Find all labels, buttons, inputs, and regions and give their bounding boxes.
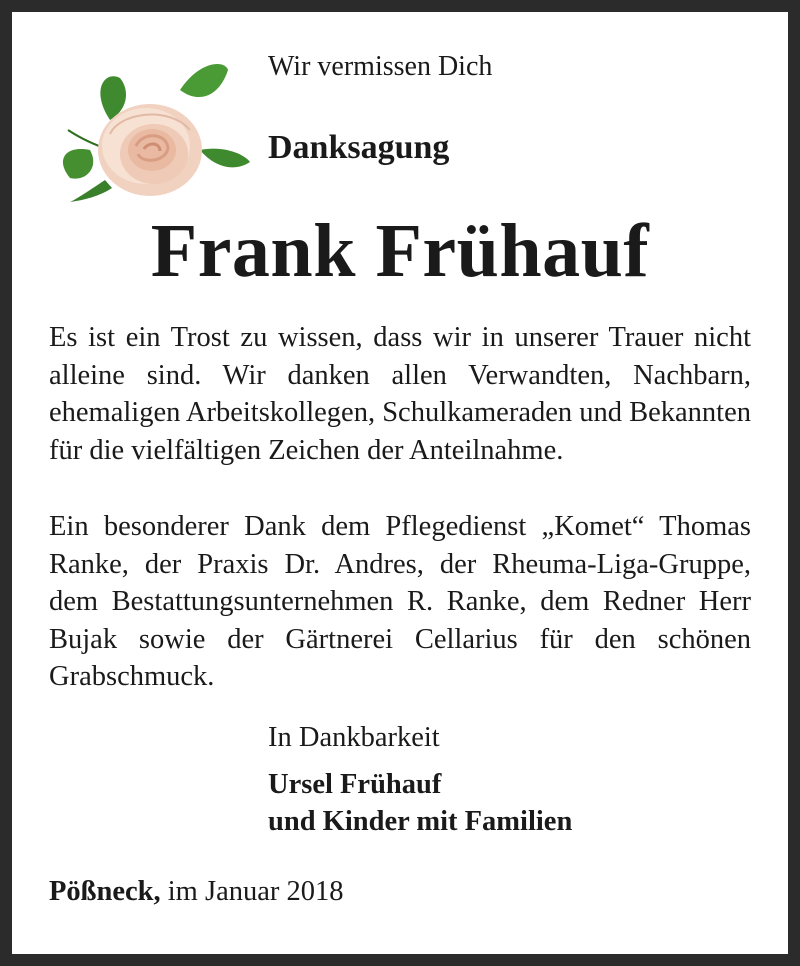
signer-line: und Kinder mit Familien — [268, 806, 573, 837]
signers — [268, 766, 572, 840]
town: Pößneck, — [49, 876, 161, 907]
closing-line: In Dankbarkeit — [268, 722, 440, 753]
place-date — [49, 874, 343, 910]
thanks-paragraph-2: Ein besonderer Dank dem Pflegedienst „Komet“ Thomas Ranke, der Praxis Dr. Andres, der Rheuma-Liga-Gruppe, dem Bestattungsunternehmen R. Ranke, dem Redner Herr Bujak sowie der Gärtnerei Cellarius für den schönen Grabschmuck. — [49, 511, 751, 692]
rose-icon — [50, 50, 250, 210]
deceased-name: Frank Frühauf — [150, 209, 650, 293]
date: im Januar 2018 — [167, 876, 344, 907]
heading-danksagung: Danksagung — [268, 129, 450, 166]
signer-line: Ursel Frühauf — [268, 769, 442, 800]
tagline: Wir vermissen Dich — [268, 51, 493, 82]
thanks-paragraph-1: Es ist ein Trost zu wissen, dass wir in unserer Trauer nicht alleine sind. Wir danken allen Verwandten, Nachbarn, ehemaligen Arbeitskollegen, Schulkameraden und Bekannten für die vielfältigen Zeichen der Anteilnahme. — [49, 322, 751, 466]
